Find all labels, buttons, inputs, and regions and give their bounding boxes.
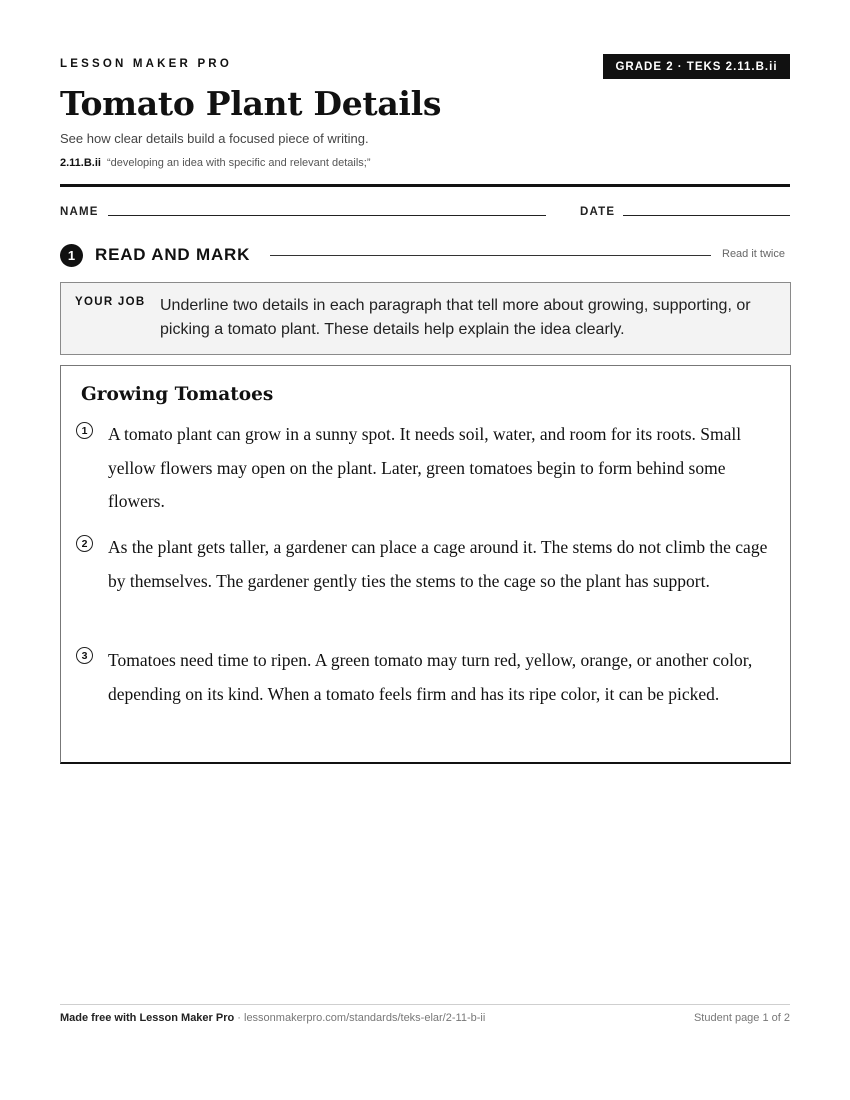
standard-code: 2.11.B.ii	[60, 157, 101, 169]
name-field-line[interactable]	[108, 215, 546, 216]
job-text: Underline two details in each paragraph that tell more about growing, supporting, or picking a tomato plant. These details help explain the idea clearly.	[160, 297, 751, 338]
date-field-line[interactable]	[623, 215, 790, 216]
footer-maker: Made free with Lesson Maker Pro	[60, 1012, 235, 1024]
paragraph-2: As the plant gets taller, a gardener can place a cage around it. The stems do not climb the cage by themselves. The gardener gently ties the stems to the cage so the plant has support.	[108, 537, 768, 591]
section-number-badge: 1	[60, 244, 83, 267]
date-label: DATE	[580, 206, 616, 218]
paragraph-number-2: 2	[76, 535, 93, 552]
page-subtitle: See how clear details build a focused piece of writing.	[60, 131, 369, 146]
header-divider	[60, 184, 790, 187]
section-note: Read it twice	[722, 248, 785, 260]
footer-url[interactable]: · lessonmakerpro.com/standards/teks-elar/2-11-b-ii	[234, 1012, 486, 1024]
paragraph-number-1: 1	[76, 422, 93, 439]
job-label: YOUR JOB	[75, 296, 146, 308]
grade-badge: GRADE 2 · TEKS 2.11.B.ii	[603, 54, 790, 79]
section-divider	[270, 255, 711, 256]
brand-name: LESSON MAKER PRO	[60, 58, 232, 70]
standard-line	[60, 157, 371, 169]
passage-title: Growing Tomatoes	[81, 384, 274, 405]
footer-credit	[60, 1012, 485, 1024]
name-label: NAME	[60, 206, 99, 218]
page-title: Tomato Plant Details	[60, 84, 442, 123]
paragraph-number-3: 3	[76, 647, 93, 664]
footer-divider	[60, 1004, 790, 1005]
paragraph-3: Tomatoes need time to ripen. A green tomato may turn red, yellow, orange, or another color, depending on its kind. When a tomato feels firm and has its ripe color, it can be picked.	[108, 650, 753, 704]
paragraph-1: A tomato plant can grow in a sunny spot. It needs soil, water, and room for its roots. Small yellow flowers may open on the plant. Later, green tomatoes begin to form behind some flowers.	[108, 424, 742, 512]
section-title: READ AND MARK	[95, 245, 251, 264]
footer-page-number: Student page 1 of 2	[693, 1012, 790, 1024]
standard-quote: “developing an idea with specific and relevant details;”	[106, 157, 371, 169]
